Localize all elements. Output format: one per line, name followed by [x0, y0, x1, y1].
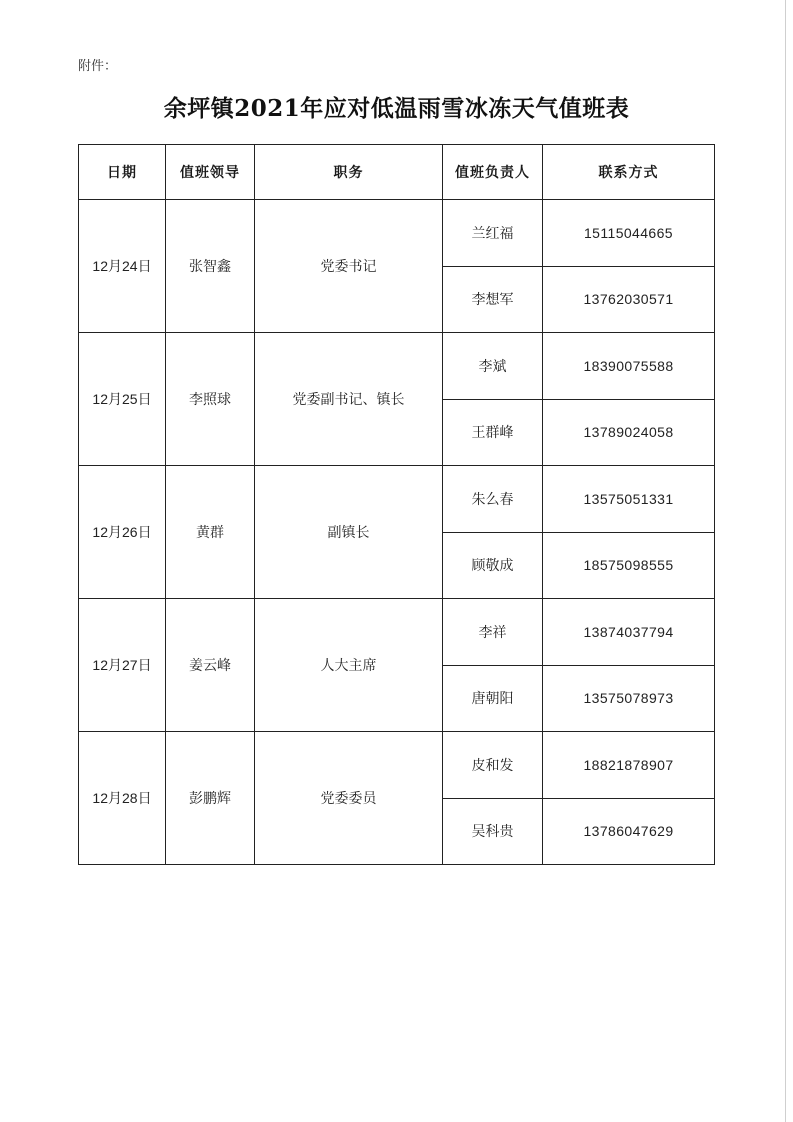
- person-cell: 李祥: [443, 599, 543, 666]
- position-cell: 党委副书记、镇长: [255, 333, 443, 466]
- person-cell: 皮和发: [443, 732, 543, 799]
- position-cell: 党委委员: [255, 732, 443, 865]
- header-contact: 联系方式: [543, 145, 715, 200]
- header-leader: 值班领导: [166, 145, 255, 200]
- document-title: 余坪镇2021年应对低温雨雪冰冻天气值班表: [163, 95, 630, 122]
- leader-cell: 李照球: [166, 333, 255, 466]
- phone-cell: 15115044665: [543, 200, 715, 267]
- position-cell: 副镇长: [255, 466, 443, 599]
- position-cell: 党委书记: [255, 200, 443, 333]
- table-row: [79, 732, 715, 799]
- table-row: [79, 599, 715, 666]
- date-cell: 12月25日: [79, 333, 166, 466]
- phone-cell: 18575098555: [543, 532, 715, 599]
- person-cell: 顾敬成: [443, 532, 543, 599]
- phone-cell: 18390075588: [543, 333, 715, 400]
- header-position: 职务: [255, 145, 443, 200]
- table-header-row: [79, 145, 715, 200]
- leader-cell: 姜云峰: [166, 599, 255, 732]
- date-cell: 12月28日: [79, 732, 166, 865]
- phone-cell: 13786047629: [543, 798, 715, 865]
- phone-cell: 13575078973: [543, 665, 715, 732]
- date-cell: 12月24日: [79, 200, 166, 333]
- phone-cell: 13789024058: [543, 399, 715, 466]
- person-cell: 兰红福: [443, 200, 543, 267]
- leader-cell: 张智鑫: [166, 200, 255, 333]
- position-cell: 人大主席: [255, 599, 443, 732]
- duty-schedule-table: [78, 144, 715, 865]
- person-cell: 李想军: [443, 266, 543, 333]
- phone-cell: 13762030571: [543, 266, 715, 333]
- leader-cell: 彭鹏辉: [166, 732, 255, 865]
- person-cell: 唐朝阳: [443, 665, 543, 732]
- phone-cell: 13575051331: [543, 466, 715, 533]
- table-row: [79, 333, 715, 400]
- table-row: [79, 200, 715, 267]
- header-person: 值班负责人: [443, 145, 543, 200]
- person-cell: 李斌: [443, 333, 543, 400]
- attachment-label: 附件：: [78, 59, 118, 74]
- person-cell: 吴科贵: [443, 798, 543, 865]
- leader-cell: 黄群: [166, 466, 255, 599]
- table-row: [79, 466, 715, 533]
- phone-cell: 13874037794: [543, 599, 715, 666]
- page-edge-line: [785, 0, 786, 1122]
- person-cell: 朱么春: [443, 466, 543, 533]
- person-cell: 王群峰: [443, 399, 543, 466]
- date-cell: 12月27日: [79, 599, 166, 732]
- date-cell: 12月26日: [79, 466, 166, 599]
- header-date: 日期: [79, 145, 166, 200]
- phone-cell: 18821878907: [543, 732, 715, 799]
